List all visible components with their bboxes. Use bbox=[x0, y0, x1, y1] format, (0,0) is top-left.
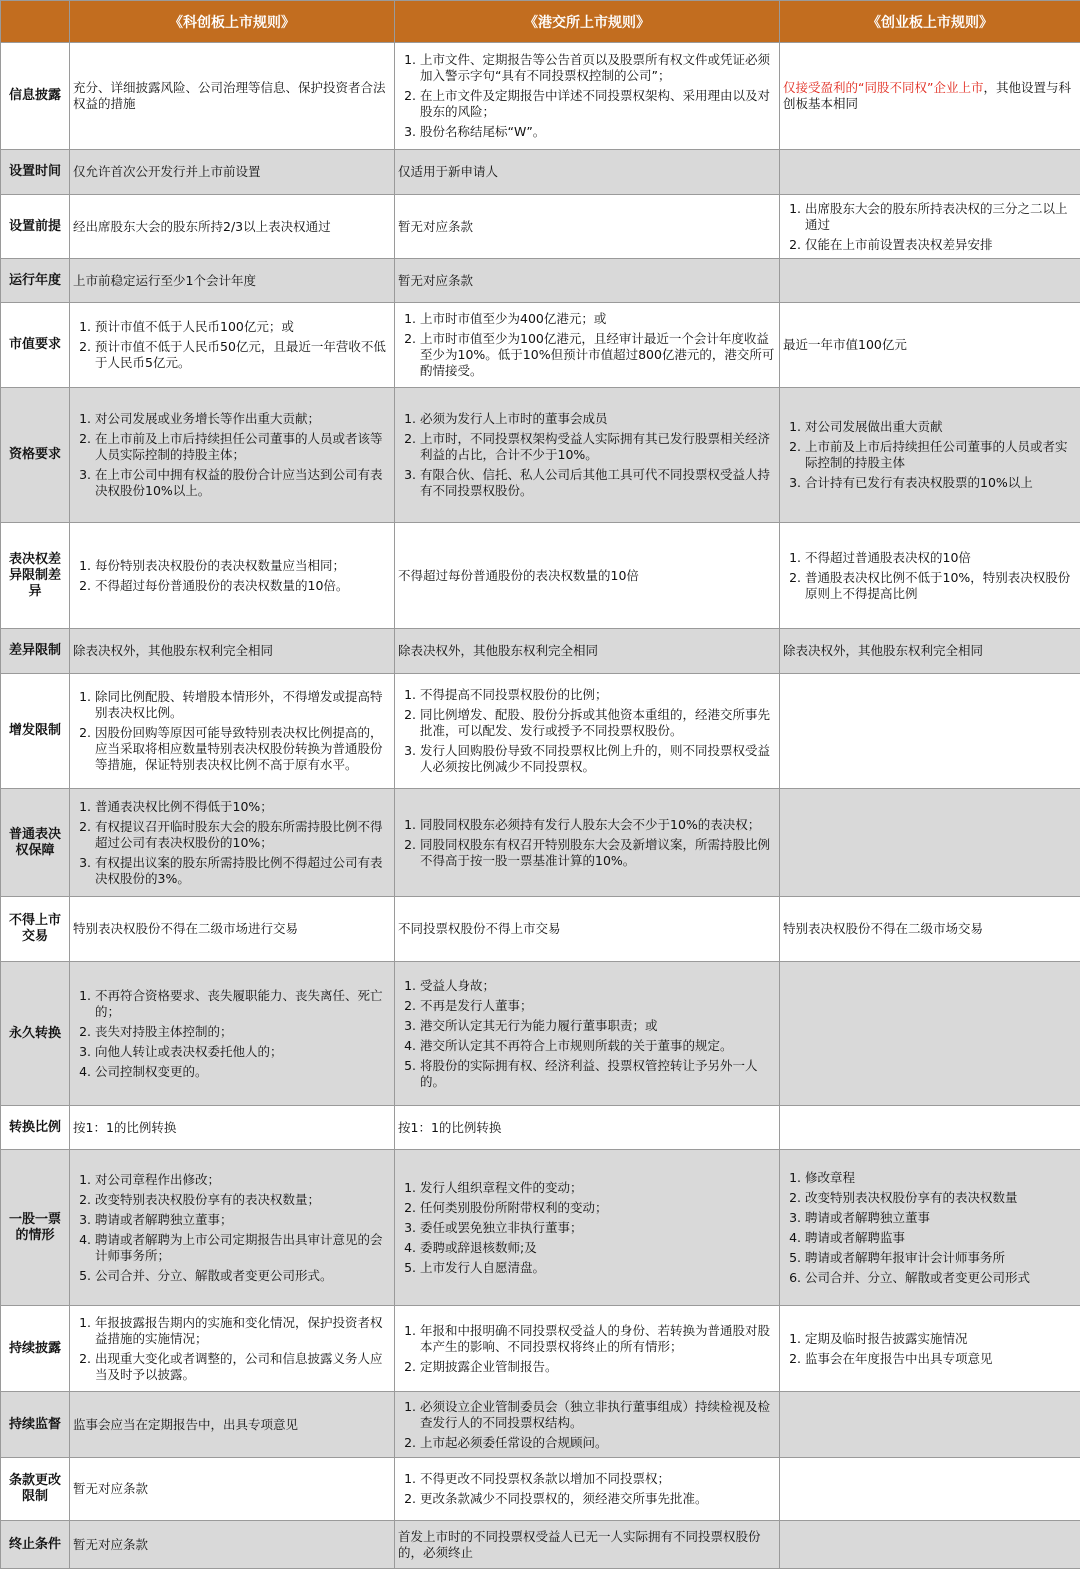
list-item: 1. 对公司发展或业务增长等作出重大贡献； bbox=[95, 411, 391, 427]
list-item: 2. 上市起必须委任常设的合规顾问。 bbox=[420, 1435, 776, 1451]
cell-text: 最近一年市值100亿元 bbox=[783, 337, 907, 352]
cell-star bbox=[70, 150, 395, 195]
list-item: 4. 委聘或辞退核数师;及 bbox=[420, 1240, 776, 1256]
row-continuous-disclosure bbox=[1, 1306, 1080, 1392]
cell-hkex bbox=[395, 1392, 780, 1458]
list-item: 4. 港交所认定其不再符合上市规则所载的关于董事的规定。 bbox=[420, 1038, 776, 1054]
item-list bbox=[73, 1172, 391, 1284]
list-item: 3. 股份名称结尾标“W”。 bbox=[420, 124, 776, 140]
cell-hkex bbox=[395, 789, 780, 897]
list-item: 2. 定期披露企业管制报告。 bbox=[420, 1359, 776, 1375]
list-item: 2. 出现重大变化或者调整的，公司和信息披露义务人应当及时予以披露。 bbox=[95, 1351, 391, 1383]
cell-text: 暂无对应条款 bbox=[398, 218, 474, 234]
cell-hkex bbox=[395, 1106, 780, 1150]
cell-star bbox=[70, 674, 395, 789]
cell-text: 经出席股东大会的股东所持2/3以上表决权通过 bbox=[73, 218, 331, 234]
cell-chinext bbox=[780, 1150, 1080, 1306]
list-item: 2. 同股同权股东有权召开特别股东大会及新增议案，所需持股比例不得高于按一股一票基准计算的10%。 bbox=[420, 837, 776, 869]
cell-hkex bbox=[395, 1150, 780, 1306]
item-list bbox=[398, 1471, 776, 1507]
item-list bbox=[73, 799, 391, 887]
list-item: 2. 在上市前及上市后持续担任公司董事的人员或者该等人员实际控制的持股主体； bbox=[95, 431, 391, 463]
list-item: 2. 监事会在年度报告中出具专项意见 bbox=[805, 1351, 1077, 1367]
cell-star bbox=[70, 523, 395, 629]
list-item: 1. 不再符合资格要求、丧失履职能力、丧失离任、死亡的； bbox=[95, 988, 391, 1020]
cell-star bbox=[70, 388, 395, 523]
cell-chinext bbox=[780, 1521, 1080, 1569]
cell-hkex bbox=[395, 897, 780, 962]
list-item: 2. 预计市值不低于人民币50亿元，且最近一年营收不低于人民币5亿元。 bbox=[95, 339, 391, 371]
row-label: 持续披露 bbox=[1, 1306, 70, 1392]
row-label: 终止条件 bbox=[1, 1521, 70, 1569]
cell-hkex bbox=[395, 259, 780, 303]
row-label: 条款更改限制 bbox=[1, 1458, 70, 1521]
row-conversion-ratio bbox=[1, 1106, 1080, 1150]
item-list bbox=[73, 319, 391, 371]
cell-hkex bbox=[395, 43, 780, 150]
cell-star bbox=[70, 1106, 395, 1150]
item-list bbox=[73, 411, 391, 499]
cell-hkex bbox=[395, 523, 780, 629]
cell-text: 暂无对应条款 bbox=[73, 1536, 149, 1552]
list-item: 1. 不得更改不同投票权条款以增加不同投票权； bbox=[420, 1471, 776, 1487]
list-item: 5. 将股份的实际拥有权、经济利益、投票权管控转让予另外一人的。 bbox=[420, 1058, 776, 1090]
cell-star bbox=[70, 1458, 395, 1521]
cell-chinext bbox=[780, 1106, 1080, 1150]
row-diff-limit bbox=[1, 629, 1080, 674]
cell-star bbox=[70, 1521, 395, 1569]
row-label: 设置前提 bbox=[1, 195, 70, 259]
item-list bbox=[783, 1331, 1077, 1367]
cell-star bbox=[70, 303, 395, 388]
header-chinext: 《创业板上市规则》 bbox=[780, 1, 1080, 43]
cell-text: 充分、详细披露风险、公司治理等信息、保护投资者合法权益的措施 bbox=[73, 80, 386, 111]
list-item: 1. 同股同权股东必须持有发行人股东大会不少于10%的表决权； bbox=[420, 817, 776, 833]
row-no-listing-trade bbox=[1, 897, 1080, 962]
cell-hkex bbox=[395, 150, 780, 195]
cell-chinext bbox=[780, 897, 1080, 962]
list-item: 1. 发行人组织章程文件的变动； bbox=[420, 1180, 776, 1196]
row-label: 资格要求 bbox=[1, 388, 70, 523]
row-label: 不得上市交易 bbox=[1, 897, 70, 962]
row-setting-premise bbox=[1, 195, 1080, 259]
list-item: 2. 不再是发行人董事； bbox=[420, 998, 776, 1014]
row-voting-diff bbox=[1, 523, 1080, 629]
row-label: 一股一票的情形 bbox=[1, 1150, 70, 1306]
cell-star bbox=[70, 1306, 395, 1392]
cell-text: 上市前稳定运行至少1个会计年度 bbox=[73, 272, 256, 288]
list-item: 3. 聘请或者解聘独立董事 bbox=[805, 1210, 1077, 1226]
row-label: 永久转换 bbox=[1, 962, 70, 1106]
list-item: 2. 有权提议召开临时股东大会的股东所需持股比例不得超过公司有表决权股份的10%； bbox=[95, 819, 391, 851]
item-list bbox=[73, 988, 391, 1080]
row-label: 普通表决权保障 bbox=[1, 789, 70, 897]
list-item: 5. 公司合并、分立、解散或者变更公司形式。 bbox=[95, 1268, 391, 1284]
cell-chinext bbox=[780, 789, 1080, 897]
cell-hkex bbox=[395, 629, 780, 674]
row-label: 增发限制 bbox=[1, 674, 70, 789]
row-qualification bbox=[1, 388, 1080, 523]
list-item: 1. 年报和中报明确不同投票权受益人的身份、若转换为普通股对股本产生的影响、不同投票权将终止的所有情形； bbox=[420, 1323, 776, 1355]
cell-star bbox=[70, 1392, 395, 1458]
row-label: 持续监督 bbox=[1, 1392, 70, 1458]
list-item: 2. 因股份回购等原因可能导致特别表决权比例提高的，应当采取将相应数量特别表决权股份转换为普通股份等措施，保证特别表决权比例不高于原有水平。 bbox=[95, 725, 391, 773]
list-item: 1. 除同比例配股、转增股本情形外，不得增发或提高特别表决权比例。 bbox=[95, 689, 391, 721]
item-list bbox=[398, 52, 776, 140]
list-item: 3. 有限合伙、信托、私人公司后其他工具可代不同投票权受益人持有不同投票权股份。 bbox=[420, 467, 776, 499]
row-info-disclosure bbox=[1, 43, 1080, 150]
list-item: 2. 丧失对持股主体控制的； bbox=[95, 1024, 391, 1040]
row-common-vote-guarantee bbox=[1, 789, 1080, 897]
item-list bbox=[398, 1180, 776, 1276]
row-label: 表决权差异限制差异 bbox=[1, 523, 70, 629]
cell-hkex bbox=[395, 674, 780, 789]
corner-cell bbox=[1, 1, 70, 43]
cell-star bbox=[70, 629, 395, 674]
list-item: 1. 不得提高不同投票权股份的比例； bbox=[420, 687, 776, 703]
list-item: 1. 修改章程 bbox=[805, 1170, 1077, 1186]
cell-hkex bbox=[395, 962, 780, 1106]
cell-hkex bbox=[395, 1521, 780, 1569]
list-item: 1. 上市文件、定期报告等公告首页以及股票所有权文件或凭证必须加入警示字句“具有不同投票权控制的公司”； bbox=[420, 52, 776, 84]
cell-chinext bbox=[780, 195, 1080, 259]
item-list bbox=[783, 419, 1077, 491]
item-list bbox=[783, 550, 1077, 602]
cell-text: 不同投票权股份不得上市交易 bbox=[398, 921, 561, 936]
row-label: 设置时间 bbox=[1, 150, 70, 195]
cell-text: 暂无对应条款 bbox=[73, 1481, 149, 1496]
cell-hkex bbox=[395, 195, 780, 259]
list-item: 3. 在上市公司中拥有权益的股份合计应当达到公司有表决权股份10%以上。 bbox=[95, 467, 391, 499]
cell-chinext bbox=[780, 388, 1080, 523]
item-list bbox=[398, 817, 776, 869]
row-label: 市值要求 bbox=[1, 303, 70, 388]
list-item: 1. 上市时市值至少为400亿港元；或 bbox=[420, 311, 776, 327]
cell-hkex bbox=[395, 1458, 780, 1521]
row-label: 信息披露 bbox=[1, 43, 70, 150]
list-item: 2. 在上市文件及定期报告中详述不同投票权架构、采用理由以及对股东的风险； bbox=[420, 88, 776, 120]
row-one-share-one-vote bbox=[1, 1150, 1080, 1306]
cell-chinext bbox=[780, 150, 1080, 195]
list-item: 1. 对公司章程作出修改； bbox=[95, 1172, 391, 1188]
list-item: 1. 受益人身故； bbox=[420, 978, 776, 994]
list-item: 2. 上市时市值至少为100亿港元，且经审计最近一个会计年度收益至少为10%。低于10%但预计市值超过800亿港元的，港交所可酌情接受。 bbox=[420, 331, 776, 379]
item-list bbox=[73, 689, 391, 773]
item-list bbox=[398, 687, 776, 775]
list-item: 6. 公司合并、分立、解散或者变更公司形式 bbox=[805, 1270, 1077, 1286]
item-list bbox=[398, 1323, 776, 1375]
cell-star bbox=[70, 195, 395, 259]
cell-text: 暂无对应条款 bbox=[398, 272, 474, 288]
cell-hkex bbox=[395, 1306, 780, 1392]
list-item: 2. 更改条款减少不同投票权的，须经港交所事先批准。 bbox=[420, 1491, 776, 1507]
list-item: 1. 普通表决权比例不得低于10%； bbox=[95, 799, 391, 815]
row-label: 转换比例 bbox=[1, 1106, 70, 1150]
cell-chinext bbox=[780, 43, 1080, 150]
list-item: 1. 不得超过普通股表决权的10倍 bbox=[805, 550, 1077, 566]
list-item: 1. 必须设立企业管制委员会（独立非执行董事组成）持续检视及检查发行人的不同投票权结构。 bbox=[420, 1399, 776, 1431]
list-item: 1. 预计市值不低于人民币100亿元；或 bbox=[95, 319, 391, 335]
cell-text: ，其他设置与科创板基本相同 bbox=[783, 80, 1071, 111]
item-list bbox=[73, 558, 391, 594]
cell-text: 按1：1的比例转换 bbox=[73, 1119, 177, 1135]
header-star-market: 《科创板上市规则》 bbox=[70, 1, 395, 43]
list-item: 2. 改变特别表决权股份享有的表决权数量； bbox=[95, 1192, 391, 1208]
list-item: 5. 上市发行人自愿清盘。 bbox=[420, 1260, 776, 1276]
cell-text: 特别表决权股份不得在二级市场交易 bbox=[783, 921, 984, 936]
cell-text: 仅允许首次公开发行并上市前设置 bbox=[73, 164, 261, 179]
list-item: 3. 合计持有已发行有表决权股票的10%以上 bbox=[805, 475, 1077, 491]
list-item: 2. 同比例增发、配股、股份分拆或其他资本重组的，经港交所事先批准，可以配发、发行或授予不同投票权股份。 bbox=[420, 707, 776, 739]
row-clause-change-limit bbox=[1, 1458, 1080, 1521]
list-item: 3. 向他人转让或表决权委托他人的； bbox=[95, 1044, 391, 1060]
cell-star bbox=[70, 1150, 395, 1306]
cell-chinext bbox=[780, 1306, 1080, 1392]
row-termination bbox=[1, 1521, 1080, 1569]
cell-text: 不得超过每份普通股份的表决权数量的10倍 bbox=[398, 567, 639, 583]
list-item: 2. 普通股表决权比例不低于10%，特别表决权股份原则上不得提高比例 bbox=[805, 570, 1077, 602]
item-list bbox=[783, 1170, 1077, 1286]
cell-chinext bbox=[780, 962, 1080, 1106]
item-list bbox=[783, 201, 1077, 253]
cell-text: 特别表决权股份不得在二级市场进行交易 bbox=[73, 921, 299, 936]
list-item: 3. 发行人回购股份导致不同投票权比例上升的，则不同投票权受益人必须按比例减少不同投票权。 bbox=[420, 743, 776, 775]
cell-text: 除表决权外，其他股东权利完全相同 bbox=[398, 643, 599, 658]
list-item: 1. 定期及临时报告披露实施情况 bbox=[805, 1331, 1077, 1347]
cell-hkex bbox=[395, 388, 780, 523]
list-item: 1. 对公司发展做出重大贡献 bbox=[805, 419, 1077, 435]
row-market-cap bbox=[1, 303, 1080, 388]
highlight-text: 仅接受盈利的“同股不同权”企业上市 bbox=[783, 80, 984, 95]
row-continuous-supervision bbox=[1, 1392, 1080, 1458]
list-item: 3. 聘请或者解聘独立董事； bbox=[95, 1212, 391, 1228]
cell-text: 仅适用于新申请人 bbox=[398, 164, 499, 179]
list-item: 2. 上市前及上市后持续担任公司董事的人员或者实际控制的持股主体 bbox=[805, 439, 1077, 471]
list-item: 3. 有权提出议案的股东所需持股比例不得超过公司有表决权股份的3%。 bbox=[95, 855, 391, 887]
cell-text: 除表决权外，其他股东权利完全相同 bbox=[783, 643, 984, 658]
header-row bbox=[1, 1, 1080, 43]
cell-chinext bbox=[780, 1392, 1080, 1458]
item-list bbox=[398, 411, 776, 499]
row-issuance-limit bbox=[1, 674, 1080, 789]
cell-star bbox=[70, 259, 395, 303]
list-item: 1. 年报披露报告期内的实施和变化情况，保护投资者权益措施的实施情况； bbox=[95, 1315, 391, 1347]
list-item: 5. 聘请或者解聘年报审计会计师事务所 bbox=[805, 1250, 1077, 1266]
list-item: 2. 任何类别股份所附带权利的变动； bbox=[420, 1200, 776, 1216]
row-setting-time bbox=[1, 150, 1080, 195]
cell-hkex bbox=[395, 303, 780, 388]
row-operating-years bbox=[1, 259, 1080, 303]
row-label: 差异限制 bbox=[1, 629, 70, 674]
list-item: 1. 必须为发行人上市时的董事会成员 bbox=[420, 411, 776, 427]
list-item: 1. 每份特别表决权股份的表决权数量应当相同； bbox=[95, 558, 391, 574]
row-permanent-conversion bbox=[1, 962, 1080, 1106]
cell-text: 按1：1的比例转换 bbox=[398, 1119, 502, 1135]
cell-text: 除表决权外，其他股东权利完全相同 bbox=[73, 643, 274, 658]
cell-star bbox=[70, 897, 395, 962]
list-item: 4. 聘请或者解聘为上市公司定期报告出具审计意见的会计师事务所； bbox=[95, 1232, 391, 1264]
cell-star bbox=[70, 789, 395, 897]
cell-chinext bbox=[780, 674, 1080, 789]
list-item: 1. 出席股东大会的股东所持表决权的三分之二以上通过 bbox=[805, 201, 1077, 233]
list-item: 3. 港交所认定其无行为能力履行董事职责；或 bbox=[420, 1018, 776, 1034]
list-item: 2. 改变特别表决权股份享有的表决权数量 bbox=[805, 1190, 1077, 1206]
header-hkex: 《港交所上市规则》 bbox=[395, 1, 780, 43]
list-item: 4. 公司控制权变更的。 bbox=[95, 1064, 391, 1080]
list-item: 2. 不得超过每份普通股份的表决权数量的10倍。 bbox=[95, 578, 391, 594]
item-list bbox=[398, 978, 776, 1090]
cell-chinext bbox=[780, 523, 1080, 629]
cell-text: 监事会应当在定期报告中，出具专项意见 bbox=[73, 1416, 299, 1432]
list-item: 4. 聘请或者解聘监事 bbox=[805, 1230, 1077, 1246]
item-list bbox=[73, 1315, 391, 1383]
list-item: 2. 上市时，不同投票权架构受益人实际拥有其已发行股票相关经济利益的占比，合计不少于10%。 bbox=[420, 431, 776, 463]
item-list bbox=[398, 311, 776, 379]
cell-chinext bbox=[780, 303, 1080, 388]
cell-chinext bbox=[780, 1458, 1080, 1521]
item-list bbox=[398, 1399, 776, 1451]
cell-star bbox=[70, 43, 395, 150]
cell-chinext bbox=[780, 259, 1080, 303]
row-label: 运行年度 bbox=[1, 259, 70, 303]
cell-star bbox=[70, 962, 395, 1106]
list-item: 3. 委任或罢免独立非执行董事； bbox=[420, 1220, 776, 1236]
list-item: 2. 仅能在上市前设置表决权差异安排 bbox=[805, 237, 1077, 253]
cell-text: 首发上市时的不同投票权受益人已无一人实际拥有不同投票权股份的，必须终止 bbox=[398, 1528, 761, 1560]
cell-chinext bbox=[780, 629, 1080, 674]
